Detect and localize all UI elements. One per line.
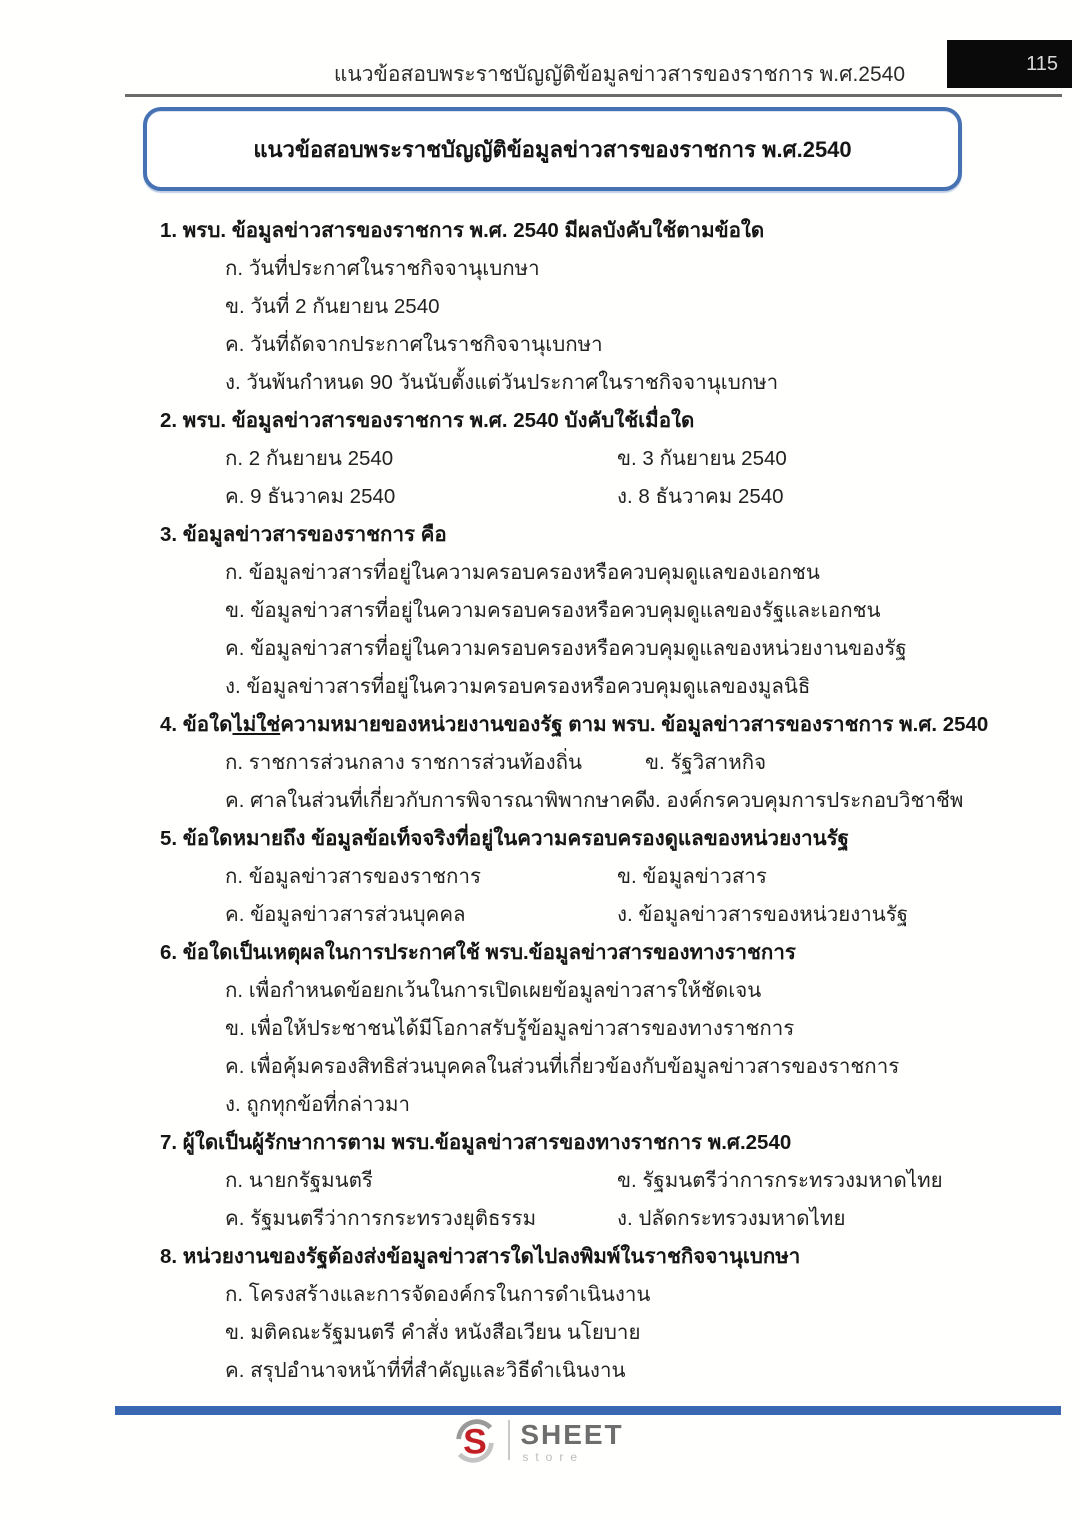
answer-option: ค. 9 ธันวาคม 2540 bbox=[225, 485, 396, 508]
page-number: 115 bbox=[1026, 52, 1058, 75]
answer-option: ค. สรุปอำนาจหน้าที่ที่สำคัญและวิธีดำเนินงาน bbox=[225, 1359, 626, 1382]
question-list bbox=[160, 212, 989, 1390]
page-header-title: แนวข้อสอบพระราชบัญญัติข้อมูลข่าวสารของราชการ พ.ศ.2540 bbox=[333, 63, 905, 86]
question-options bbox=[225, 972, 960, 1124]
answer-option: ง. ถูกทุกข้อที่กล่าวมา bbox=[225, 1093, 411, 1116]
question-heading-text: 7. ผู้ใดเป็นผู้รักษาการตาม พรบ.ข้อมูลข่าวสารของทางราชการ พ.ศ.2540 bbox=[160, 1131, 792, 1154]
question-options bbox=[225, 554, 960, 706]
answer-option: ข. เพื่อให้ประชาชนได้มีโอกาสรับรู้ข้อมูลข่าวสารของทางราชการ bbox=[225, 1017, 795, 1040]
question-heading bbox=[160, 402, 960, 440]
answer-option: ข. 3 กันยายน 2540 bbox=[617, 447, 787, 470]
answer-option: ก. 2 กันยายน 2540 bbox=[225, 447, 394, 470]
question bbox=[160, 516, 960, 706]
question-heading-text: 5. ข้อใดหมายถึง ข้อมูลข้อเท็จจริงที่อยู่ในความครอบครองดูแลของหน่วยงานรัฐ bbox=[160, 827, 849, 850]
question-heading-text: 3. ข้อมูลข่าวสารของราชการ คือ bbox=[160, 523, 447, 546]
question-heading-text: 1. พรบ. ข้อมูลข่าวสารของราชการ พ.ศ. 2540 มีผลบังคับใช้ตามข้อใด bbox=[160, 219, 765, 242]
page-number-badge bbox=[947, 40, 1072, 88]
question-heading bbox=[160, 1238, 960, 1276]
logo-divider bbox=[508, 1420, 510, 1460]
answer-option: ก. ข้อมูลข่าวสารที่อยู่ในความครอบครองหรือควบคุมดูแลของเอกชน bbox=[225, 561, 820, 584]
question-heading-text: 6. ข้อใดเป็นเหตุผลในการประกาศใช้ พรบ.ข้อมูลข่าวสารของทางราชการ bbox=[160, 941, 796, 964]
answer-option: ค. เพื่อคุ้มครองสิทธิส่วนบุคคลในส่วนที่เกี่ยวข้องกับข้อมูลข่าวสารของราชการ bbox=[225, 1055, 900, 1078]
answer-option: ก. ข้อมูลข่าวสารของราชการ bbox=[225, 865, 481, 888]
header-divider bbox=[125, 94, 1062, 97]
answer-option: ข. รัฐมนตรีว่าการกระทรวงมหาดไทย bbox=[617, 1169, 943, 1192]
question-heading-text: 4. ข้อใด bbox=[160, 713, 233, 736]
answer-option: ก. นายกรัฐมนตรี bbox=[225, 1169, 373, 1192]
question-heading bbox=[160, 1124, 960, 1162]
answer-option: ง. 8 ธันวาคม 2540 bbox=[617, 485, 784, 508]
question bbox=[160, 1124, 960, 1238]
answer-option: ค. รัฐมนตรีว่าการกระทรวงยุติธรรม bbox=[225, 1207, 537, 1230]
logo-s-icon bbox=[452, 1418, 498, 1464]
answer-option: ค. ข้อมูลข่าวสารส่วนบุคคล bbox=[225, 903, 466, 926]
answer-option: ข. ข้อมูลข่าวสารที่อยู่ในความครอบครองหรือควบคุมดูแลของรัฐและเอกชน bbox=[225, 599, 881, 622]
question-heading-text: 2. พรบ. ข้อมูลข่าวสารของราชการ พ.ศ. 2540 บังคับใช้เมื่อใด bbox=[160, 409, 695, 432]
question bbox=[160, 402, 960, 516]
question-options bbox=[225, 744, 964, 820]
footer-divider bbox=[115, 1406, 1061, 1415]
answer-option: ก. ราชการส่วนกลาง ราชการส่วนท้องถิ่น bbox=[225, 751, 583, 774]
answer-option: ง. ปลัดกระทรวงมหาดไทย bbox=[617, 1207, 846, 1230]
question-options bbox=[225, 1162, 960, 1238]
brand-subtitle: store bbox=[522, 1450, 584, 1464]
answer-option: ง. ข้อมูลข่าวสารที่อยู่ในความครอบครองหรือควบคุมดูแลของมูลนิธิ bbox=[225, 675, 811, 698]
exam-title-box bbox=[143, 107, 962, 191]
question bbox=[160, 934, 960, 1124]
question-heading-text: ความหมายของหน่วยงานของรัฐ ตาม พรบ. ข้อมูลข่าวสารของราชการ พ.ศ. 2540 bbox=[280, 713, 989, 736]
question-options bbox=[225, 1276, 960, 1390]
question-heading bbox=[160, 820, 960, 858]
question-heading-text: 8. หน่วยงานของรัฐต้องส่งข้อมูลข่าวสารใดไปลงพิมพ์ในราชกิจจานุเบกษา bbox=[160, 1245, 801, 1268]
answer-option: ค. ศาลในส่วนที่เกี่ยวกับการพิจารณาพิพากษาคดี bbox=[225, 789, 648, 812]
question-options bbox=[225, 858, 960, 934]
answer-option: ข. วันที่ 2 กันยายน 2540 bbox=[225, 295, 440, 318]
exam-title: แนวข้อสอบพระราชบัญญัติข้อมูลข่าวสารของราชการ พ.ศ.2540 bbox=[253, 136, 852, 162]
question bbox=[160, 706, 989, 820]
answer-option: ค. ข้อมูลข่าวสารที่อยู่ในความครอบครองหรือควบคุมดูแลของหน่วยงานของรัฐ bbox=[225, 637, 907, 660]
question-options bbox=[225, 250, 960, 402]
question-options bbox=[225, 440, 960, 516]
question-heading bbox=[160, 706, 989, 744]
sheet-store-logo bbox=[0, 1418, 1076, 1470]
question-heading bbox=[160, 212, 960, 250]
answer-option: ก. วันที่ประกาศในราชกิจจานุเบกษา bbox=[225, 257, 540, 280]
answer-option: ข. รัฐวิสาหกิจ bbox=[645, 751, 767, 774]
question bbox=[160, 820, 960, 934]
answer-option: ง. องค์กรควบคุมการประกอบวิชาชีพ bbox=[645, 789, 964, 812]
question bbox=[160, 1238, 960, 1390]
answer-option: ก. เพื่อกำหนดข้อยกเว้นในการเปิดเผยข้อมูลข่าวสารให้ชัดเจน bbox=[225, 979, 762, 1002]
brand-name: SHEET bbox=[520, 1419, 624, 1450]
answer-option: ข. มติคณะรัฐมนตรี คำสั่ง หนังสือเวียน นโยบาย bbox=[225, 1321, 641, 1344]
logo-letter: S bbox=[463, 1421, 488, 1462]
question-heading bbox=[160, 516, 960, 554]
answer-option: ง. วันพ้นกำหนด 90 วันนับตั้งแต่วันประกาศในราชกิจจานุเบกษา bbox=[225, 371, 779, 394]
answer-option: ค. วันที่ถัดจากประกาศในราชกิจจานุเบกษา bbox=[225, 333, 603, 356]
question bbox=[160, 212, 960, 402]
answer-option: ข. ข้อมูลข่าวสาร bbox=[617, 865, 767, 888]
answer-option: ก. โครงสร้างและการจัดองค์กรในการดำเนินงาน bbox=[225, 1283, 651, 1306]
answer-option: ง. ข้อมูลข่าวสารของหน่วยงานรัฐ bbox=[617, 903, 909, 926]
question-heading-underlined: ไม่ใช่ bbox=[232, 713, 281, 736]
question-heading bbox=[160, 934, 960, 972]
